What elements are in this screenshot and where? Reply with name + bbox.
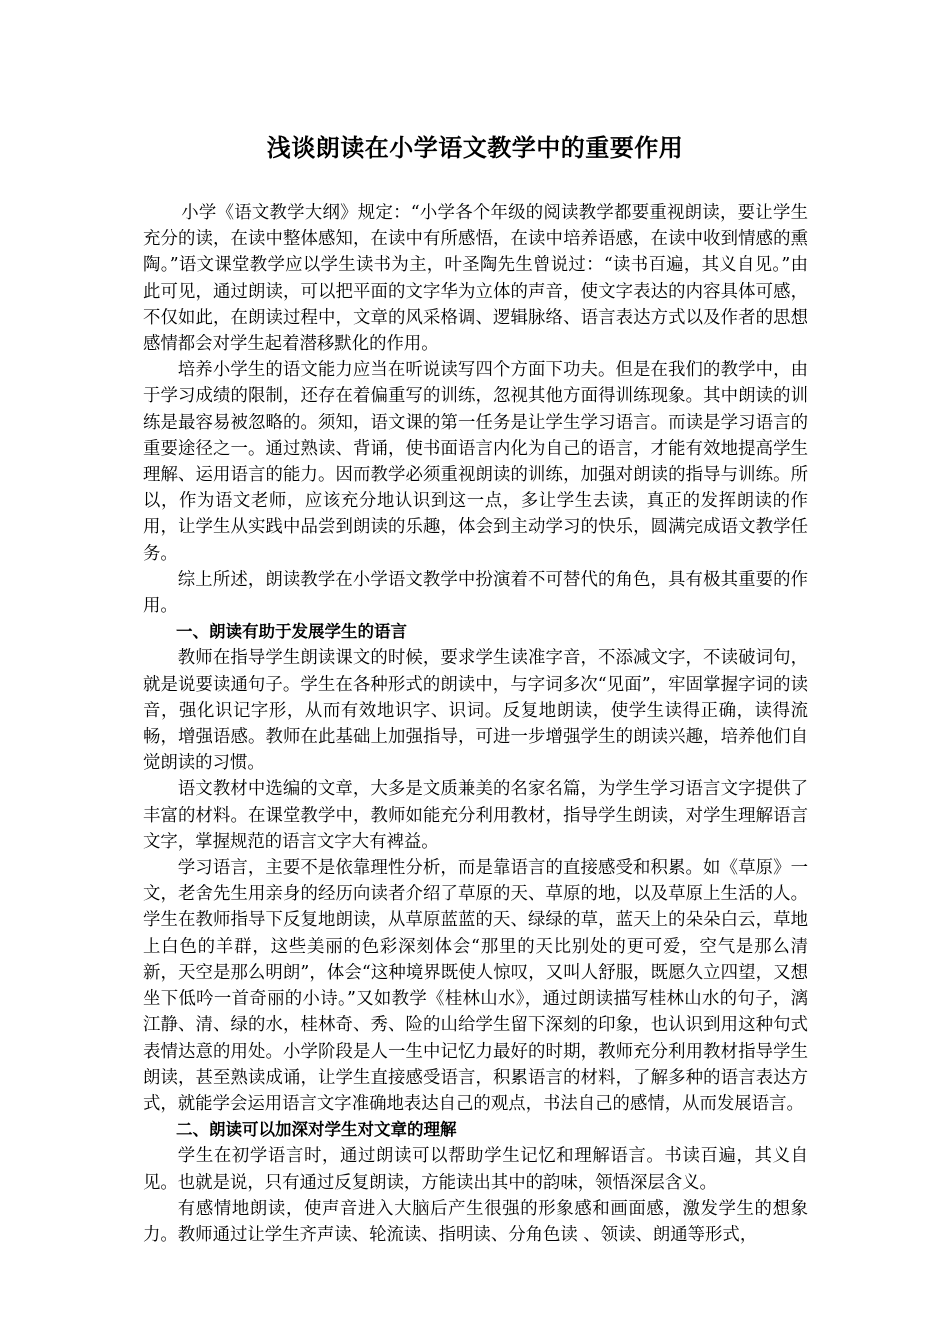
section-heading-1: 一、朗读有助于发展学生的语言 — [176, 622, 407, 642]
paragraph-emotional-reading: 有感情地朗读，使声音进入大脑后产生很强的形象感和画面感，激发学生的想象力。教师通过让学生齐声读、轮流读、指明读、分角色读 、领读、朗通等形式， — [143, 1198, 808, 1245]
document-title: 浅谈朗读在小学语文教学中的重要作用 — [266, 133, 684, 162]
paragraph-memory-understanding: 学生在初学语言时，通过朗读可以帮助学生记忆和理解语言。书读百遍，其义自见。也就是说，只有通过反复朗读，方能读出其中的韵味，领悟深层含义。 — [143, 1146, 808, 1193]
paragraph-intro-syllabus: 小学《语文教学大纲》规定：“小学各个年级的阅读教学都要重视朗读，要让学生充分的读，在读中整体感知，在读中有所感悟，在读中培养语感，在读中收到情感的熏陶。”语文课堂教学应以学生读书为主，叶圣陶先生曾说过：“读书百遍，其义自见。”由此可见，通过朗读，可以把平面的文字华为立体的声音，使文字表达的内容具体可感，不仅如此，在朗读过程中，文章的风采格调、逻辑脉络、语言表达方式以及作者的思想感情都会对学生起着潜移默化的作用。 — [143, 203, 808, 355]
paragraph-language-ability: 培养小学生的语文能力应当在听说读写四个方面下功夫。但是在我们的教学中，由于学习成绩的限制，还存在着偏重写的训练，忽视其他方面得训练现象。其中朗读的训练是最容易被忽略的。须知，语文课的第一任务是让学生学习语言。而读是学习语言的重要途径之一。通过熟读、背诵，使书面语言内化为自己的语言，才能有效地提高学生理解、运用语言的能力。因而教学必须重视朗读的训练，加强对朗读的指导与训练。所以，作为语文老师，应该充分地认识到这一点，多让学生去读，真正的发挥朗读的作用，让学生从实践中品尝到朗读的乐趣，体会到主动学习的快乐，圆满完成语文教学任务。 — [143, 360, 808, 564]
paragraph-summary: 综上所述，朗读教学在小学语文教学中扮演着不可替代的角色，具有极其重要的作用。 — [143, 569, 808, 617]
paragraph-textbook-material: 语文教材中选编的文章，大多是文质兼美的名家名篇，为学生学习语言文字提供了丰富的材料。在课堂教学中，教师如能充分利用教材，指导学生朗读，对学生理解语言文字，掌握规范的语言文字大有裨益。 — [143, 779, 808, 852]
section-heading-2: 二、朗读可以加深对学生对文章的理解 — [176, 1120, 457, 1140]
paragraph-language-learning: 学习语言，主要不是依靠理性分析，而是靠语言的直接感受和积累。如《草原》一文，老舍先生用亲身的经历向读者介绍了草原的天、草原的地，以及草原上生活的人。学生在教师指导下反复地朗读，从草原蓝蓝的天、绿绿的草，蓝天上的朵朵白云，草地上白色的羊群，这些美丽的色彩深刻体会“那里的天比别处的更可爱，空气是那么清新，天空是那么明朗”，体会“这种境界既使人惊叹，又叫人舒服，既愿久立四望，又想坐下低吟一首奇丽的小诗。”又如教学《桂林山水》，通过朗读描写桂林山水的句子，漓江静、清、绿的水，桂林奇、秀、险的山给学生留下深刻的印象，也认识到用这种句式表情达意的用处。小学阶段是人一生中记忆力最好的时期，教师充分利用教材指导学生朗读，甚至熟读成诵，让学生直接感受语言，积累语言的材料，了解多种的语言表达方式，就能学会运用语言文字准确地表达自己的观点，书法自己的感情，从而发展语言。 — [143, 858, 808, 1114]
paragraph-guided-reading: 教师在指导学生朗读课文的时候，要求学生读准字音，不添减文字，不读破词句，就是说要读通句子。学生在各种形式的朗读中，与字词多次“见面”，牢固掌握字词的读音，强化识记字形，从而有效地识字、识词。反复地朗读，使学生读得正确，读得流畅，增强语感。教师在此基础上加强指导，可进一步增强学生的朗读兴趣，培养他们自觉朗读的习惯。 — [143, 648, 808, 774]
document-body — [143, 200, 808, 1248]
